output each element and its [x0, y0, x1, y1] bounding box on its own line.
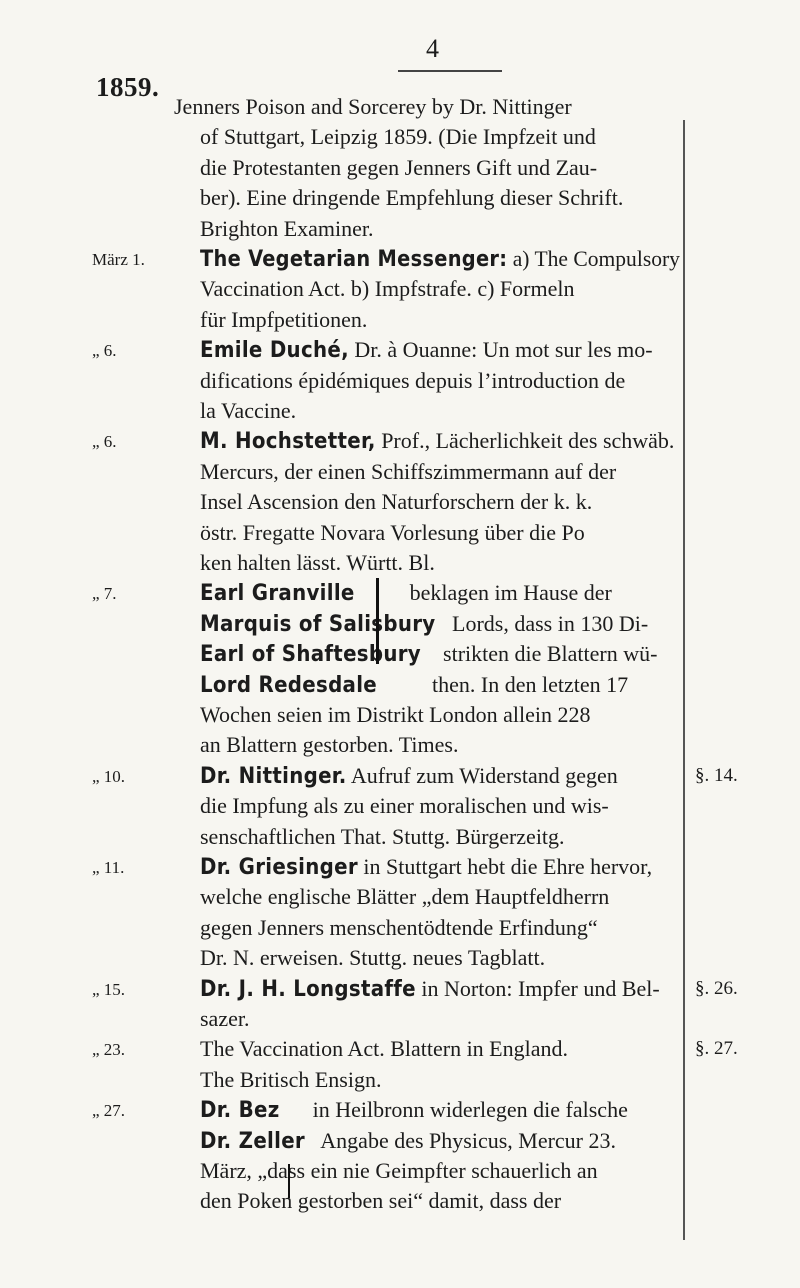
text-line: [200, 518, 680, 548]
line-text: Jenners Poison and Sorcerey by Dr. Nittinger: [174, 94, 572, 119]
text-line: [200, 913, 680, 943]
person-name: The Vegetarian Messenger:: [200, 247, 508, 272]
text-line: [200, 1186, 680, 1216]
entry-date: „ 10.: [92, 766, 126, 786]
year-heading: 1859.: [96, 72, 160, 102]
page-number-rule: [398, 70, 502, 72]
person-name: Dr. Griesinger: [200, 855, 358, 880]
line-text: Lords, dass in 130 Di-: [435, 610, 649, 636]
line-text: la Vaccine.: [200, 398, 297, 423]
person-name: Dr. Zeller: [200, 1128, 305, 1154]
text-line: [200, 1004, 680, 1034]
line-text: März, „dass ein nie Geimpfter schauerlich an: [200, 1158, 598, 1183]
line-text: die Impfung als zu einer moralischen und wis-: [200, 793, 609, 819]
text-line: [200, 183, 680, 213]
line-text: Brighton Examiner.: [200, 215, 374, 241]
line-text: senschaftlichen That. Stuttg. Bürgerzeitg.: [200, 823, 565, 849]
line-text: Insel Ascension den Naturforschern der k. k.: [200, 489, 593, 515]
text-line: [200, 1034, 680, 1064]
person-name: Earl of Shaftesbury: [200, 642, 422, 668]
line-text: an Blattern gestorben. Times.: [200, 732, 459, 758]
text-line: [200, 214, 680, 244]
line-text: a) The Compulsory: [507, 246, 680, 271]
margin-note: §. 27.: [695, 1038, 738, 1060]
line-text: Vaccination Act. b) Impfstrafe. c) Formeln: [200, 276, 575, 302]
line-text: in Heilbronn widerlegen die falsche: [279, 1097, 628, 1123]
text-line: [200, 609, 680, 640]
entry-date: „ 15.: [92, 979, 126, 999]
page-number: 4: [426, 34, 439, 63]
entry-date: „ 6.: [92, 341, 117, 361]
entry-date: „ 7.: [92, 584, 117, 604]
text-line: [200, 153, 680, 183]
text-line: [200, 943, 680, 973]
line-text: östr. Fregatte Novara Vorlesung über die Po: [200, 519, 585, 545]
text-line: [200, 396, 680, 426]
line-text: ber). Eine dringende Empfehlung dieser Schrift.: [200, 185, 624, 211]
line-text: Dr. N. erweisen. Stuttg. neues Tagblatt.: [200, 945, 546, 971]
text-line: [200, 457, 680, 487]
line-text: welche englische Blätter „dem Hauptfeldherrn: [200, 884, 610, 910]
line-text: then. In den letzten 17: [377, 671, 629, 697]
text-line: [200, 578, 680, 609]
entry-date: „ 6.: [92, 432, 117, 452]
line-text: gegen Jenners menschentödtende Erfindung“: [200, 914, 598, 940]
text-line: [200, 426, 680, 457]
line-text: The Vaccination Act. Blattern in England.: [200, 1036, 568, 1062]
line-text: The Britisch Ensign.: [200, 1066, 382, 1092]
text-line: [200, 974, 680, 1005]
line-text: den Poken gestorben sei“ damit, dass der: [200, 1188, 562, 1214]
person-name: Dr. J. H. Longstaffe: [200, 976, 416, 1002]
text-line: [200, 305, 680, 335]
line-text: Aufruf zum Widerstand gegen: [346, 762, 618, 788]
line-text: strikten die Blattern wü-: [421, 641, 658, 667]
line-text: beklagen im Hause der: [354, 580, 612, 606]
entry-date: „ 23.: [92, 1040, 126, 1060]
text-line: [200, 366, 680, 396]
text-line: [200, 548, 680, 578]
names-brace: [376, 578, 379, 664]
entry-date: „ 27.: [92, 1101, 126, 1121]
column-rule: [683, 120, 685, 1240]
text-line: [200, 274, 680, 304]
line-text: Angabe des Physicus, Mercur 23.: [305, 1127, 617, 1153]
text-line: [200, 1095, 680, 1126]
text-line: [200, 1156, 680, 1186]
margin-note: §. 26.: [695, 977, 738, 999]
text-line: [200, 335, 680, 366]
entry-date: März 1.: [92, 250, 145, 269]
line-text: difications épidémiques depuis l’introduction de: [200, 367, 626, 393]
text-line: [200, 730, 680, 760]
text-line: [200, 1126, 680, 1157]
person-name: M. Hochstetter,: [200, 429, 376, 455]
names-brace-small: [288, 1164, 290, 1198]
text-line: [200, 882, 680, 912]
person-name: Dr. Nittinger.: [200, 763, 347, 789]
text-line: [200, 670, 680, 701]
person-name: Marquis of Salisbury: [200, 611, 436, 637]
line-text: Prof., Lächerlichkeit des schwäb.: [375, 428, 675, 454]
line-text: sazer.: [200, 1006, 250, 1031]
text-line: [200, 639, 680, 670]
line-text: Wochen seien im Distrikt London allein 228: [200, 702, 591, 727]
entry-date: „ 11.: [92, 858, 125, 877]
person-name: Dr. Bez: [200, 1098, 280, 1124]
text-line: [200, 700, 680, 730]
text-line: [200, 487, 680, 517]
text-line: [200, 791, 680, 821]
text-line: [200, 852, 680, 883]
text-line: [174, 92, 654, 122]
text-line: [200, 761, 680, 792]
person-name: Earl Granville: [200, 581, 355, 607]
line-text: Mercurs, der einen Schiffszimmermann auf der: [200, 458, 617, 484]
line-text: die Protestanten gegen Jenners Gift und Zau-: [200, 154, 598, 180]
person-name: Emile Duché,: [200, 338, 349, 364]
line-text: in Stuttgart hebt die Ehre hervor,: [357, 854, 653, 879]
line-text: in Norton: Impfer und Bel-: [415, 975, 660, 1001]
text-line: [200, 122, 680, 152]
line-text: ken halten lässt. Württ. Bl.: [200, 550, 435, 575]
text-line: [200, 822, 680, 852]
line-text: für Impfpetitionen.: [200, 306, 368, 332]
text-line: [200, 244, 680, 275]
margin-note: §. 14.: [695, 764, 738, 786]
line-text: of Stuttgart, Leipzig 1859. (Die Impfzeit und: [200, 124, 596, 150]
line-text: Dr. à Ouanne: Un mot sur les mo-: [348, 337, 653, 363]
person-name: Lord Redesdale: [200, 672, 378, 698]
text-line: [200, 1065, 680, 1095]
